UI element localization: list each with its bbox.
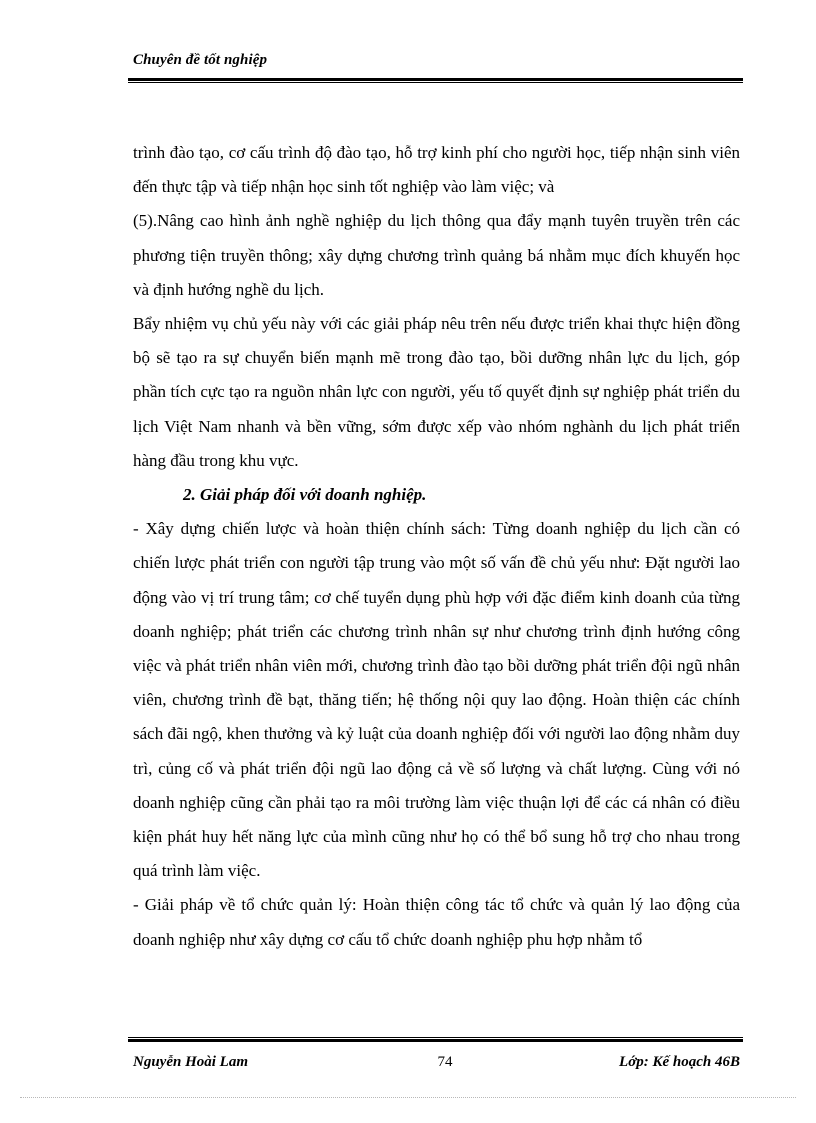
header-divider (128, 78, 743, 81)
section-heading: 2. Giải pháp đối với doanh nghiệp. (183, 485, 427, 505)
footer-author: Nguyễn Hoài Lam (133, 1054, 248, 1070)
paragraph-summary: Bẩy nhiệm vụ chủ yếu này với các giải pháp nêu trên nếu được triển khai thực hiện đồng bộ sẽ tạo ra sự chuyển biến mạnh mẽ trong đào tạo, bồi dưỡng nhân lực du lịch, góp phần tích cực tạo ra nguồn nhân lực con người, yếu tố quyết định sự nghiệp phát triển du lịch Việt Nam nhanh và bền vững, sớm được xếp vào nhóm nghành du lịch phát triển hàng đầu trong khu vực. (133, 314, 740, 470)
body-text (133, 136, 740, 957)
paragraph-continuation: trình đào tạo, cơ cấu trình độ đào tạo, hỗ trợ kinh phí cho người học, tiếp nhận sinh viên đến thực tập và tiếp nhận học sinh tốt nghiệp vào làm việc; và (133, 143, 740, 197)
page-number: 74 (437, 1054, 453, 1070)
paragraph-item-5: (5).Nâng cao hình ảnh nghề nghiệp du lịch thông qua đẩy mạnh tuyên truyền trên các phương tiện truyền thông; xây dựng chương trình quảng bá nhằm mục đích khuyến học và định hướng nghề du lịch. (133, 211, 740, 299)
page-boundary-dotted-line (20, 1097, 796, 1098)
paragraph-organization-management: - Giải pháp về tổ chức quản lý: Hoàn thiện công tác tổ chức và quản lý lao động của doanh nghiệp như xây dựng cơ cấu tổ chức doanh nghiệp phu hợp nhằm tổ (133, 895, 740, 949)
running-header-title: Chuyên đề tốt nghiệp (133, 52, 268, 68)
footer-class: Lớp: Kế hoạch 46B (619, 1054, 740, 1070)
paragraph-strategy-policy: - Xây dựng chiến lược và hoàn thiện chính sách: Từng doanh nghiệp du lịch cần có chiến lược phát triển con người tập trung vào một số vấn đề chủ yếu như: Đặt người lao động vào vị trí trung tâm; cơ chế tuyển dụng phù hợp với đặc điểm kinh doanh của từng doanh nghiệp; phát triển các chương trình nhân sự như chương trình định hướng công việc và phát triển nhân viên mới, chương trình đào tạo bồi dưỡng phát triển đội ngũ nhân viên, chương trình đề bạt, thăng tiến; hệ thống nội quy lao động. Hoàn thiện các chính sách đãi ngộ, khen thưởng và kỷ luật của doanh nghiệp đối với người lao động nhằm duy trì, củng cố và phát triển đội ngũ lao động cả về số lượng và chất lượng. Cùng với nó doanh nghiệp cũng cần phải tạo ra môi trường làm việc thuận lợi để các cá nhân có điều kiện phát huy hết năng lực của mình cũng như họ có thể bổ sung hỗ trợ cho nhau trong quá trình làm việc. (133, 519, 740, 881)
footer-divider (128, 1037, 743, 1038)
